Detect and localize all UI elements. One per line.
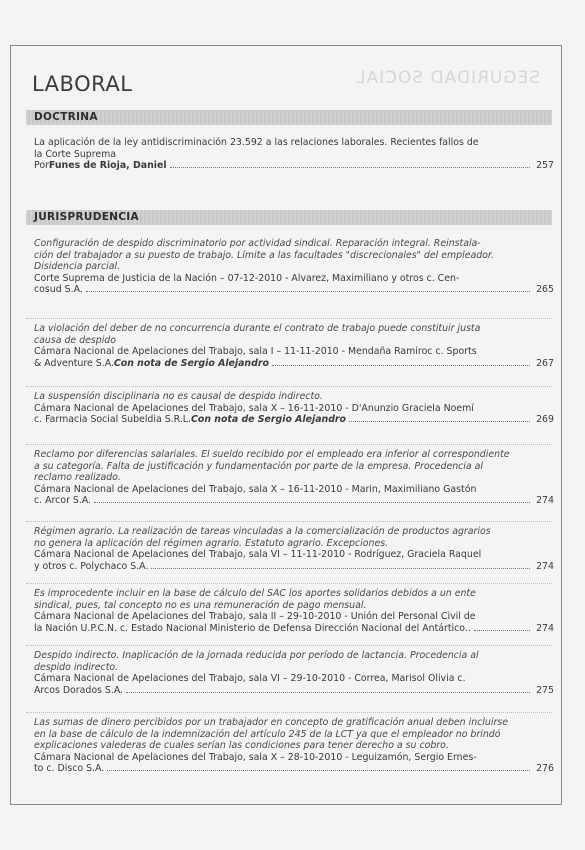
entry-citation-line: Cámara Nacional de Apelaciones del Trabajo, sala VI – 29-10-2010 - Correa, Marisol Olivia c.: [34, 673, 466, 684]
jurisprudencia-heading: JURISPRUDENCIA: [34, 211, 139, 223]
entry-summary-line: Régimen agrario. La realización de tareas vinculadas a la comercialización de productos agrarios: [34, 526, 491, 537]
entry-summary-line: reclamo realizado.: [34, 472, 121, 483]
entry-citation-last-line: [34, 358, 554, 370]
entry-summary-line: despido indirecto.: [34, 661, 119, 673]
entry-separator: [26, 318, 552, 319]
entry-separator: [26, 386, 552, 387]
page-number: 265: [536, 284, 554, 295]
dot-leader: [107, 770, 530, 771]
entry-citation-last-line: [34, 623, 554, 635]
page-number: 276: [536, 763, 554, 774]
entry-separator: [26, 583, 552, 584]
doctrina-title-line: la Corte Suprema: [34, 148, 117, 160]
entry-citation-last-line: [34, 495, 554, 507]
jurisprudencia-entry[interactable]: [34, 323, 554, 369]
entry-summary-line: Disidencia parcial.: [34, 261, 121, 272]
entry-summary-line: La suspensión disciplinaria no es causal de despido indirecto.: [34, 391, 323, 402]
entry-summary-line: Las sumas de dinero percibidos por un trabajador en concepto de gratificación anual deben incluirse: [34, 717, 508, 728]
entry-summary-line: en la base de cálculo de la indemnización del artículo 245 de la LCT ya que el empleador no brindó: [34, 728, 501, 740]
entry-summary-line: sindical, pues, tal concepto no es una remuneración de pago mensual.: [34, 599, 367, 611]
dot-leader: [151, 568, 530, 569]
jurisprudencia-header-bar: [26, 210, 552, 225]
bleed-through-text: SEGURIDAD SOCIAL: [355, 68, 541, 88]
entry-citation-tail: cosud S.A.: [34, 284, 83, 295]
entry-summary-line: causa de despido: [34, 334, 116, 346]
entry-citation-tail: c. Arcor S.A.: [34, 495, 92, 506]
jurisprudencia-entry[interactable]: [34, 588, 554, 634]
jurisprudencia-entry[interactable]: [34, 650, 554, 696]
entry-summary-line: ción del trabajador a su puesto de trabajo. Límite a las facultades "discrecionales" del empleador.: [34, 249, 494, 261]
entry-summary-line: Reclamo por diferencias salariales. El sueldo recibido por el empleado era inferior al correspondiente: [34, 449, 510, 460]
entry-citation-last-line: [34, 561, 554, 573]
page-number: 269: [536, 414, 554, 425]
entry-citation-tail: y otros c. Polychaco S.A.: [34, 560, 149, 572]
page-number: 257: [536, 160, 554, 171]
entry-citation-tail: Arcos Dorados S.A.: [34, 684, 124, 696]
page-number: 274: [536, 622, 554, 634]
entry-citation-tail: & Adventure S.A.: [34, 357, 114, 369]
entry-summary-line: Despido indirecto. Inaplicación de la jornada reducida por período de lactancia. Procedencia al: [34, 650, 479, 661]
page-number: 275: [536, 684, 554, 696]
doctrina-heading: DOCTRINA: [34, 111, 98, 123]
entry-citation-last-line: [34, 284, 554, 296]
entry-citation-line: Cámara Nacional de Apelaciones del Trabajo, sala X – 16-11-2010 - Marin, Maximiliano Gastón: [34, 483, 477, 495]
dot-leader: [272, 365, 530, 366]
entry-separator: [26, 645, 552, 646]
entry-note: Con nota de Sergio Alejandro: [191, 414, 346, 425]
entry-citation-last-line: [34, 414, 554, 426]
entry-citation-line: Cámara Nacional de Apelaciones del Trabajo, sala II – 29-10-2010 - Unión del Personal Civil de: [34, 611, 476, 622]
jurisprudencia-entry[interactable]: [34, 449, 554, 507]
author-name: Funes de Rioja, Daniel: [48, 160, 167, 171]
jurisprudencia-entry[interactable]: [34, 717, 554, 775]
doctrina-entry[interactable]: [34, 137, 554, 172]
page-number: 274: [536, 560, 554, 572]
entry-separator: [26, 444, 552, 445]
entry-summary-line: explicaciones valederas de cuales serían las condiciones para tener derecho a su cobro.: [34, 740, 449, 751]
doctrina-header-bar: [26, 110, 552, 125]
entry-separator: [26, 521, 552, 522]
jurisprudencia-entry[interactable]: [34, 526, 554, 572]
jurisprudencia-entry[interactable]: [34, 238, 554, 296]
dot-leader: [474, 630, 530, 631]
dot-leader: [349, 421, 530, 422]
dot-leader: [86, 291, 530, 292]
entry-summary-line: no genera la aplicación del régimen agrario. Estatuto agrario. Excepciones.: [34, 537, 389, 549]
entry-summary-line: Configuración de despido discriminatorio por actividad sindical. Reparación integral. Reinstala-: [34, 238, 481, 249]
entry-citation-line: Cámara Nacional de Apelaciones del Trabajo, sala X – 28-10-2010 - Leguizamón, Sergio Ernes-: [34, 751, 477, 763]
entry-summary-line: a su categoría. Falta de justificación y fundamentación por parte de la empresa. Procedencia al: [34, 460, 483, 472]
page-number: 274: [536, 495, 554, 506]
entry-citation-line: Cámara Nacional de Apelaciones del Trabajo, sala VI – 11-11-2010 - Rodríguez, Graciela Raquel: [34, 549, 482, 560]
entry-citation-line: Cámara Nacional de Apelaciones del Trabajo, sala X – 16-11-2010 - D'Anunzio Graciela Noemí: [34, 402, 474, 414]
entry-citation-tail: to c. Disco S.A.: [34, 763, 105, 774]
entry-citation-line: Cámara Nacional de Apelaciones del Trabajo, sala I – 11-11-2010 - Mendaña Ramiroc c. Sports: [34, 346, 477, 357]
entry-citation-last-line: [34, 763, 554, 775]
jurisprudencia-entry[interactable]: [34, 391, 554, 426]
entry-separator: [26, 712, 552, 713]
page-number: 267: [536, 357, 554, 369]
entry-citation-last-line: [34, 685, 554, 697]
doctrina-title-line: La aplicación de la ley antidiscriminación 23.592 a las relaciones laborales. Recientes fallos de: [34, 137, 479, 148]
doctrina-author-line: [34, 160, 554, 172]
entry-summary-line: Es improcedente incluir en la base de cálculo del SAC los aportes solidarios debidos a un ente: [34, 588, 476, 599]
entry-summary-line: La violación del deber de no concurrencia durante el contrato de trabajo puede constituir justa: [34, 323, 481, 334]
entry-citation-line: Corte Suprema de Justicia de la Nación – 07-12-2010 - Alvarez, Maximiliano y otros c. Cen-: [34, 272, 460, 284]
entry-note: Con nota de Sergio Alejandro: [113, 357, 269, 369]
entry-citation-tail: la Nación U.P.C.N. c. Estado Nacional Ministerio de Defensa Dirección Nacional del Antártico..: [34, 622, 471, 634]
dot-leader: [126, 692, 530, 693]
dot-leader: [94, 502, 530, 503]
section-title: LABORAL: [32, 72, 133, 96]
author-prefix: Por: [34, 160, 49, 171]
dot-leader: [170, 167, 530, 168]
entry-citation-tail: c. Farmacia Social Subeldia S.R.L.: [34, 414, 192, 425]
